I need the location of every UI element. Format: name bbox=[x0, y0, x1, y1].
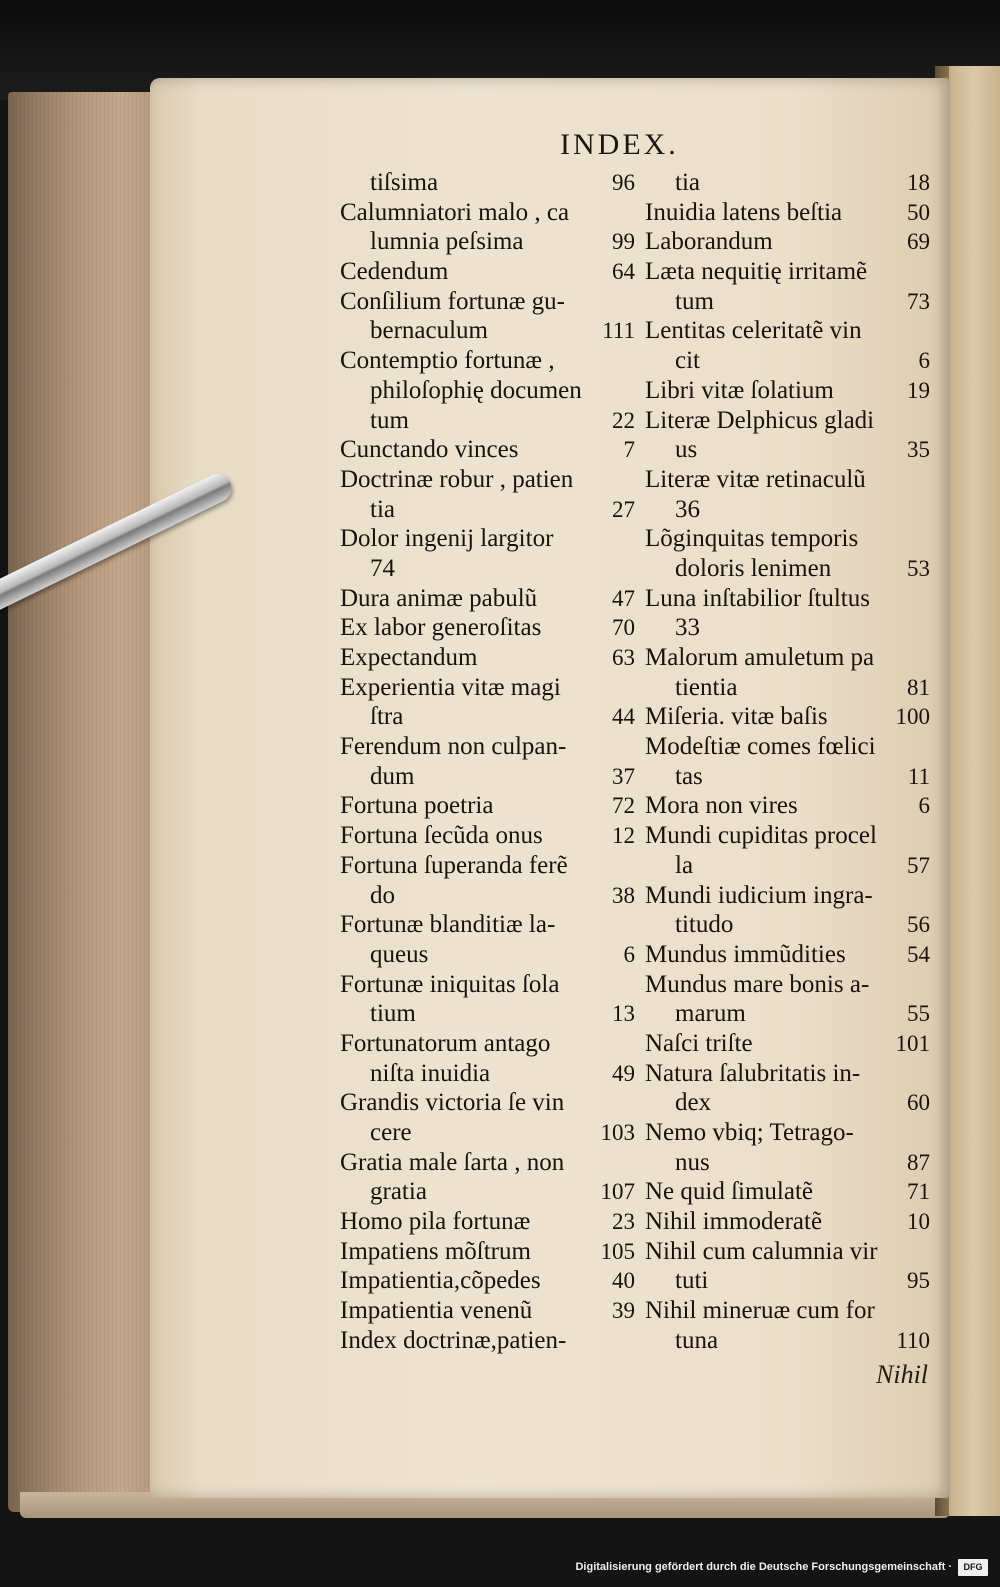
index-entry-text: cit bbox=[675, 347, 700, 375]
index-entry-page-number: 107 bbox=[600, 1179, 635, 1205]
index-entry bbox=[340, 970, 635, 1000]
index-entry bbox=[645, 999, 930, 1029]
index-entry-text: us bbox=[675, 436, 698, 464]
index-entry bbox=[340, 791, 635, 821]
index-entry bbox=[645, 762, 930, 792]
index-entry-text: 74 bbox=[370, 554, 395, 582]
index-entry-page-number: 64 bbox=[612, 259, 635, 285]
index-entry-page-number: 13 bbox=[612, 1001, 635, 1027]
index-entry-text: Index doctrinæ,patien- bbox=[340, 1326, 567, 1354]
index-entry bbox=[645, 435, 930, 465]
index-entry-text: gratia bbox=[370, 1178, 427, 1206]
index-entry bbox=[645, 1059, 930, 1089]
index-entry-page-number: 23 bbox=[612, 1209, 635, 1235]
index-entry bbox=[645, 554, 930, 584]
index-entry-page-number: 81 bbox=[907, 674, 930, 700]
index-entry-text: Lentitas celeritatẽ vin bbox=[645, 317, 862, 345]
index-entry-text: Gratia male ſarta , non bbox=[340, 1148, 565, 1176]
index-entry bbox=[340, 732, 635, 762]
index-entry bbox=[645, 613, 930, 643]
index-entry-page-number: 39 bbox=[612, 1298, 635, 1324]
index-entry-text: Literæ Delphicus gladi bbox=[645, 406, 875, 434]
index-entry-text: Fortunæ blanditiæ la- bbox=[340, 911, 556, 939]
index-entry-text: tientia bbox=[675, 673, 738, 701]
index-entry bbox=[340, 881, 635, 911]
index-entry-page-number: 6 bbox=[918, 348, 930, 374]
index-entry bbox=[645, 465, 930, 495]
index-entry-text: Mora non vires bbox=[645, 792, 798, 820]
index-entry bbox=[340, 554, 635, 584]
index-entry bbox=[340, 346, 635, 376]
index-entry bbox=[645, 821, 930, 851]
index-entry-text: Impatientia,cõpedes bbox=[340, 1267, 541, 1295]
index-entry-text: Ex labor generoſitas bbox=[340, 614, 542, 642]
index-entry-page-number: 54 bbox=[907, 941, 930, 967]
index-entry-text: cere bbox=[370, 1119, 412, 1146]
index-column-left bbox=[340, 168, 635, 1356]
index-entry-text: Impatiens mõſtrum bbox=[340, 1237, 531, 1265]
index-entry bbox=[340, 198, 635, 228]
index-entry bbox=[340, 821, 635, 851]
index-entry bbox=[340, 227, 635, 257]
index-entry bbox=[645, 1326, 930, 1356]
index-entry bbox=[645, 227, 930, 257]
index-entry-text: Fortunatorum antago bbox=[340, 1029, 551, 1057]
index-entry-page-number: 69 bbox=[907, 229, 930, 255]
index-entry-page-number: 19 bbox=[907, 377, 930, 403]
index-entry bbox=[340, 524, 635, 554]
index-entry bbox=[340, 1029, 635, 1059]
index-entry-page-number: 40 bbox=[612, 1268, 635, 1294]
index-entry-text: Naſci triſte bbox=[645, 1029, 753, 1057]
index-entry-text: Ferendum non culpan- bbox=[340, 733, 567, 761]
index-entry bbox=[340, 1207, 635, 1237]
index-entry-page-number: 111 bbox=[602, 318, 635, 344]
index-entry-page-number: 95 bbox=[907, 1268, 930, 1294]
index-entry-text: Experientia vitæ magi bbox=[340, 673, 561, 701]
index-entry-text: Natura ſalubritatis in- bbox=[645, 1059, 861, 1087]
index-entry-page-number: 99 bbox=[612, 229, 635, 255]
index-entry bbox=[340, 1148, 635, 1178]
index-entry-page-number: 105 bbox=[600, 1238, 635, 1264]
index-entry bbox=[645, 1207, 930, 1237]
index-entry bbox=[645, 376, 930, 406]
index-entry-text: tum bbox=[675, 287, 714, 315]
index-entry-text: Fortuna ſecũda onus bbox=[340, 822, 543, 850]
index-column-right bbox=[645, 168, 930, 1356]
index-entry bbox=[340, 316, 635, 346]
index-entry bbox=[340, 465, 635, 495]
index-entry-page-number: 101 bbox=[895, 1030, 930, 1056]
index-entry-text: tuna bbox=[675, 1326, 719, 1354]
index-entry-text: Cunctando vinces bbox=[340, 436, 519, 464]
index-entry-text: Grandis victoria ſe vin bbox=[340, 1089, 565, 1117]
index-entry bbox=[340, 376, 635, 406]
index-entry bbox=[340, 613, 635, 643]
index-entry-text: Nihil cum calumnia vir bbox=[645, 1237, 878, 1265]
index-entry bbox=[340, 1059, 635, 1089]
index-entry-page-number: 37 bbox=[612, 763, 635, 789]
index-entry bbox=[645, 1296, 930, 1326]
index-entry-page-number: 6 bbox=[918, 793, 930, 819]
index-entry-text: tas bbox=[675, 762, 703, 790]
index-entry bbox=[340, 1296, 635, 1326]
index-entry bbox=[645, 673, 930, 703]
index-entry-page-number: 22 bbox=[612, 407, 635, 433]
index-entry-page-number: 60 bbox=[907, 1090, 930, 1116]
catchword: Nihil bbox=[876, 1360, 929, 1389]
index-entry-page-number: 10 bbox=[907, 1209, 930, 1235]
index-entry bbox=[340, 1088, 635, 1118]
index-entry-text: nus bbox=[675, 1148, 710, 1176]
index-entry bbox=[645, 702, 930, 732]
index-entry bbox=[645, 732, 930, 762]
index-entry-text: titudo bbox=[675, 911, 734, 939]
index-entry bbox=[340, 673, 635, 703]
index-entry-page-number: 57 bbox=[907, 852, 930, 878]
index-entry bbox=[645, 495, 930, 525]
index-entry-text: Laborandum bbox=[645, 228, 773, 256]
index-entry bbox=[645, 643, 930, 673]
index-entry-text: Literæ vitæ retinaculũ bbox=[645, 465, 866, 493]
index-entry-text: Luna inſtabilior ſtultus bbox=[645, 584, 870, 612]
index-entry-text: Ne quid ſimulatẽ bbox=[645, 1178, 814, 1206]
index-entry bbox=[645, 584, 930, 614]
index-entry-text: Fortunæ iniquitas ſola bbox=[340, 970, 560, 998]
index-entry bbox=[645, 168, 930, 198]
index-entry-page-number: 100 bbox=[895, 704, 930, 730]
index-entry bbox=[340, 1266, 635, 1296]
index-entry-page-number: 6 bbox=[623, 941, 635, 967]
index-entry bbox=[645, 316, 930, 346]
index-entry bbox=[340, 999, 635, 1029]
index-entry bbox=[340, 435, 635, 465]
index-entry-text: Miſeria. vitæ baſis bbox=[645, 703, 828, 731]
index-entry bbox=[645, 346, 930, 376]
index-entry-page-number: 55 bbox=[907, 1001, 930, 1027]
index-entry-page-number: 44 bbox=[612, 704, 635, 730]
index-entry-text: Contemptio fortunæ , bbox=[340, 347, 555, 375]
index-entry-page-number: 110 bbox=[896, 1327, 930, 1353]
funding-credit: Digitalisierung gefördert durch die Deutsche Forschungsgemeinschaft · bbox=[575, 1561, 952, 1573]
index-entry-page-number: 87 bbox=[907, 1149, 930, 1175]
index-entry-page-number: 96 bbox=[612, 170, 635, 195]
index-entry-text: tia bbox=[675, 169, 700, 196]
index-entry-text: Nemo vbiq; Tetrago- bbox=[645, 1119, 854, 1146]
index-entry bbox=[645, 1148, 930, 1178]
index-entry-text: Libri vitæ ſolatium bbox=[645, 376, 834, 404]
index-entry-page-number: 18 bbox=[907, 170, 930, 195]
index-entry bbox=[645, 940, 930, 970]
index-entry-text: 36 bbox=[675, 495, 700, 523]
index-entry bbox=[645, 1266, 930, 1296]
index-entry bbox=[340, 1177, 635, 1207]
index-entry-text: dex bbox=[675, 1089, 712, 1117]
index-entry-page-number: 50 bbox=[907, 199, 930, 225]
index-entry-text: Lõginquitas temporis bbox=[645, 525, 859, 553]
index-entry-text: tia bbox=[370, 495, 395, 523]
index-entry-text: Modeſtiæ comes fœlici bbox=[645, 733, 876, 761]
index-entry-page-number: 70 bbox=[612, 615, 635, 641]
index-entry-page-number: 73 bbox=[907, 288, 930, 314]
index-entry-text: Nihil mineruæ cum for bbox=[645, 1297, 875, 1325]
index-entry-text: lumnia peſsima bbox=[370, 228, 524, 256]
index-entry-page-number: 103 bbox=[600, 1120, 635, 1145]
index-entry-text: Dura animæ pabulũ bbox=[340, 584, 538, 612]
index-entry bbox=[340, 406, 635, 436]
index-entry-text: Malorum amuletum pa bbox=[645, 644, 875, 671]
index-entry-text: Doctrinæ robur , patien bbox=[340, 465, 574, 493]
index-entry-text: Homo pila fortunæ bbox=[340, 1208, 531, 1236]
index-entry-text: Impatientia venenũ bbox=[340, 1297, 533, 1325]
index-entry bbox=[340, 910, 635, 940]
index-entry bbox=[645, 1029, 930, 1059]
page-title: INDEX. bbox=[560, 128, 679, 161]
index-entry-text: queus bbox=[370, 940, 429, 968]
index-entry bbox=[645, 791, 930, 821]
index-entry-text: Inuidia latens beſtia bbox=[645, 198, 843, 226]
index-entry-text: philoſophię documen bbox=[370, 376, 582, 404]
index-entry-page-number: 38 bbox=[612, 882, 635, 908]
index-entry bbox=[340, 643, 635, 673]
index-entry-text: tum bbox=[370, 406, 409, 434]
index-entry bbox=[645, 1237, 930, 1267]
index-entry bbox=[645, 524, 930, 554]
index-entry bbox=[340, 257, 635, 287]
index-entry bbox=[645, 881, 930, 911]
index-entry bbox=[340, 287, 635, 317]
index-entry-page-number: 72 bbox=[612, 793, 635, 819]
index-entry bbox=[645, 287, 930, 317]
index-entry-page-number: 63 bbox=[612, 645, 635, 670]
index-entry bbox=[340, 940, 635, 970]
index-entry bbox=[645, 970, 930, 1000]
index-entry bbox=[645, 851, 930, 881]
index-entry-text: Cedendum bbox=[340, 258, 449, 286]
index-entry-text: do bbox=[370, 881, 395, 909]
index-entry bbox=[645, 910, 930, 940]
index-entry-text: dum bbox=[370, 762, 415, 790]
index-entry-text: Fortuna ſuperanda ferẽ bbox=[340, 851, 568, 879]
index-entry-text: 33 bbox=[675, 614, 700, 642]
index-entry-text: la bbox=[675, 851, 694, 879]
index-entry-text: Expectandum bbox=[340, 644, 478, 671]
index-entry bbox=[340, 584, 635, 614]
dfg-logo: DFG bbox=[958, 1559, 988, 1576]
index-entry-text: Dolor ingenij largitor bbox=[340, 525, 554, 553]
index-entry-page-number: 27 bbox=[612, 496, 635, 522]
index-entry-text: Nihil immoderatẽ bbox=[645, 1208, 823, 1236]
index-entry bbox=[340, 495, 635, 525]
index-entry bbox=[340, 1118, 635, 1148]
index-entry bbox=[340, 851, 635, 881]
index-entry bbox=[340, 702, 635, 732]
index-entry-page-number: 12 bbox=[612, 823, 635, 849]
index-entry-text: marum bbox=[675, 1000, 746, 1028]
index-entry-text: doloris lenimen bbox=[675, 554, 832, 582]
index-entry bbox=[645, 1088, 930, 1118]
index-entry-page-number: 7 bbox=[623, 437, 635, 463]
index-entry-text: Conſilium fortunæ gu- bbox=[340, 287, 565, 315]
index-entry bbox=[645, 198, 930, 228]
index-entry-page-number: 47 bbox=[612, 585, 635, 611]
index-entry bbox=[340, 762, 635, 792]
index-entry bbox=[645, 1118, 930, 1148]
index-entry-text: Fortuna poetria bbox=[340, 792, 494, 820]
index-entry-page-number: 35 bbox=[907, 437, 930, 463]
index-entry bbox=[645, 406, 930, 436]
index-entry-page-number: 53 bbox=[907, 555, 930, 581]
index-entry-text: ſtra bbox=[370, 703, 404, 731]
index-entry-text: tiſsima bbox=[370, 169, 439, 196]
index-entry-text: tuti bbox=[675, 1267, 709, 1295]
index-entry-text: Mundus mare bonis a- bbox=[645, 970, 870, 998]
index-entry bbox=[340, 1237, 635, 1267]
index-entry-text: tium bbox=[370, 1000, 416, 1028]
index-entry-page-number: 49 bbox=[612, 1060, 635, 1086]
index-entry-text: Mundus immũdities bbox=[645, 940, 846, 968]
index-entry-text: niſta inuidia bbox=[370, 1059, 491, 1087]
index-entry-text: Calumniatori malo , ca bbox=[340, 198, 570, 226]
index-entry bbox=[340, 1326, 635, 1356]
index-entry bbox=[645, 1177, 930, 1207]
index-entry bbox=[340, 168, 635, 198]
index-entry-text: bernaculum bbox=[370, 317, 489, 345]
index-entry-text: Mundi iudicium ingra- bbox=[645, 881, 873, 909]
index-entry-page-number: 71 bbox=[907, 1179, 930, 1205]
index-entry-page-number: 11 bbox=[907, 763, 930, 789]
index-entry bbox=[645, 257, 930, 287]
index-entry-text: Mundi cupiditas procel bbox=[645, 822, 877, 850]
index-entry-page-number: 56 bbox=[907, 912, 930, 938]
index-entry-text: Læta nequitię irritamẽ bbox=[645, 258, 868, 286]
